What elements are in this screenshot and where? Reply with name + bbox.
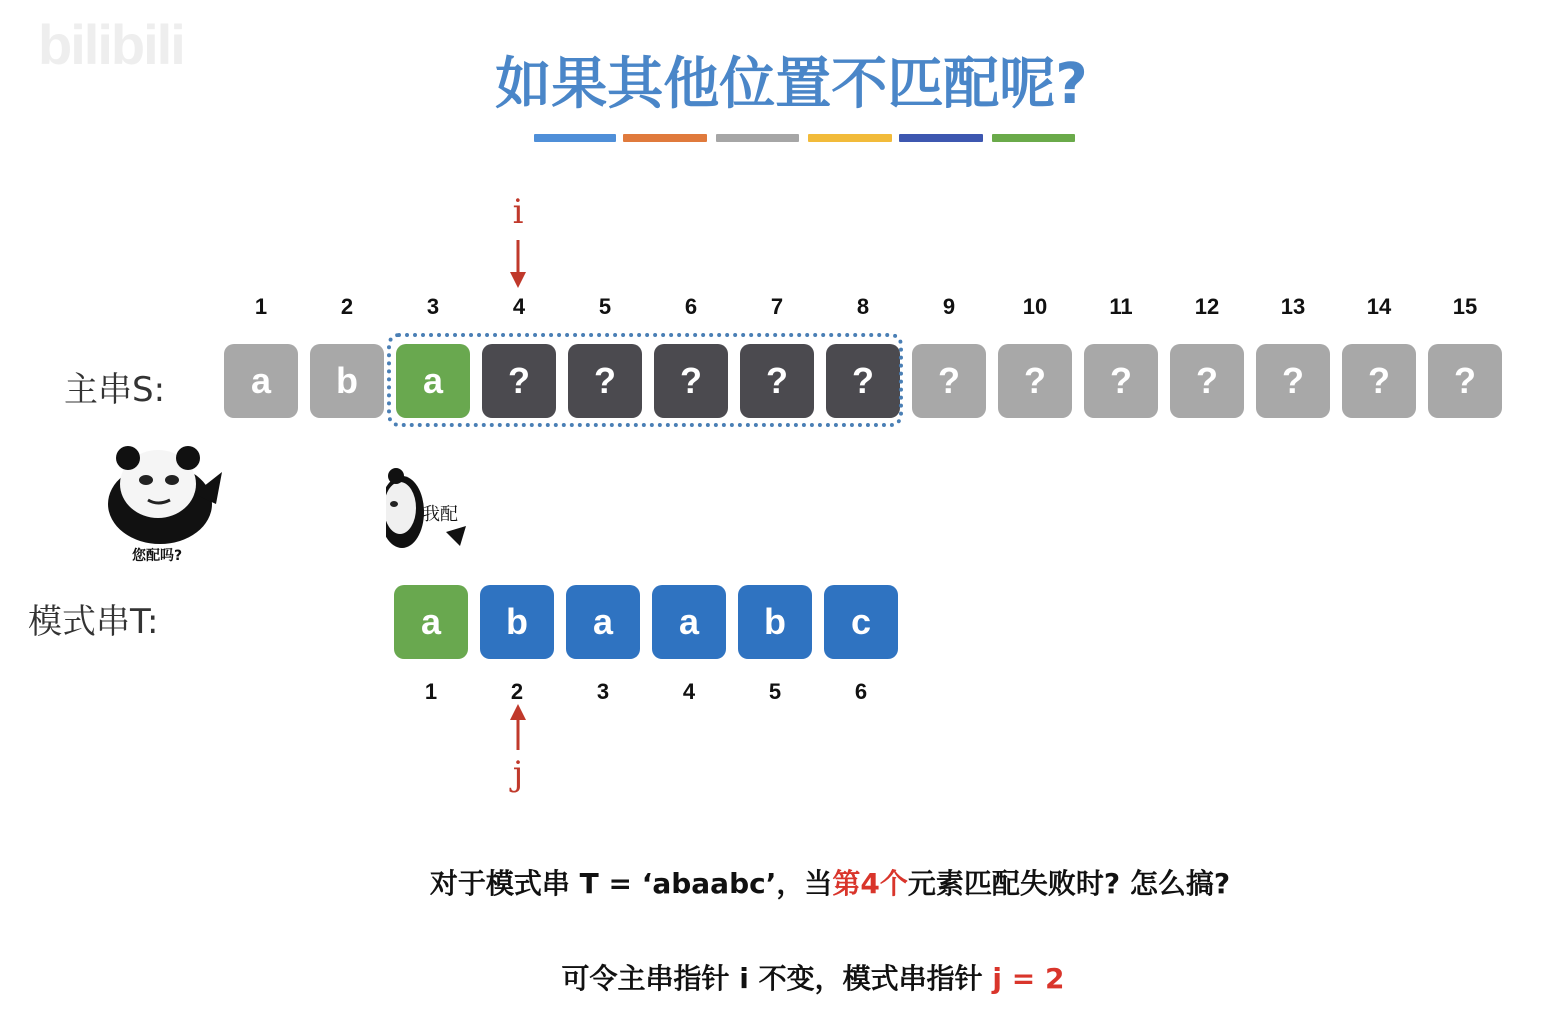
main-cell: ? <box>654 344 728 418</box>
pattern-index: 1 <box>424 679 438 704</box>
main-cell: ? <box>568 344 642 418</box>
page-title: 如果其他位置不匹配呢? <box>495 52 1088 117</box>
main-index: 11 <box>1109 294 1133 319</box>
main-index: 14 <box>1366 294 1392 319</box>
main-cell: ? <box>1170 344 1244 418</box>
main-index: 8 <box>856 294 870 319</box>
main-index: 15 <box>1452 294 1478 319</box>
pointer-i-arrow <box>508 240 528 290</box>
main-index: 12 <box>1194 294 1220 319</box>
pointer-i-label: i <box>512 192 524 232</box>
pattern-index: 3 <box>596 679 610 704</box>
main-cell: a <box>224 344 298 418</box>
caption-answer-pre: 可令主串指针 i 不变，模式串指针 <box>561 962 993 995</box>
caption-question <box>0 862 1547 902</box>
caption-question-post: 元素匹配失败时? 怎么搞? <box>907 867 1231 900</box>
main-index: 13 <box>1280 294 1306 319</box>
caption-answer <box>0 957 1547 997</box>
main-index: 7 <box>770 294 784 319</box>
main-cell: ? <box>1342 344 1416 418</box>
main-cell: a <box>396 344 470 418</box>
main-cell: ? <box>740 344 814 418</box>
panda-meme-left <box>98 444 226 548</box>
pattern-cell: a <box>566 585 640 659</box>
main-cell: ? <box>482 344 556 418</box>
color-bar-blue <box>534 134 616 142</box>
main-string-label: 主串S: <box>64 370 166 410</box>
caption-question-highlight: 第4个 <box>832 867 908 900</box>
pattern-cell: b <box>480 585 554 659</box>
pointer-j-arrow <box>508 704 528 752</box>
main-index: 5 <box>598 294 612 319</box>
main-index: 1 <box>254 294 268 319</box>
comparison-window <box>387 333 903 427</box>
pointer-j-label: j <box>512 754 524 794</box>
pattern-cell: c <box>824 585 898 659</box>
caption-question-pre: 对于模式串 T = ‘abaabc’，当 <box>429 867 833 900</box>
color-bar-gray <box>716 134 799 142</box>
pattern-index: 5 <box>768 679 782 704</box>
color-bar-yellow <box>808 134 892 142</box>
color-bar-navy <box>899 134 983 142</box>
main-index: 9 <box>942 294 956 319</box>
caption-answer-highlight: j = 2 <box>992 962 1065 995</box>
main-index: 4 <box>512 294 526 319</box>
main-index: 3 <box>426 294 440 319</box>
pattern-index: 6 <box>854 679 868 704</box>
main-cell: ? <box>912 344 986 418</box>
main-index: 10 <box>1022 294 1048 319</box>
pattern-index: 4 <box>682 679 696 704</box>
main-cell: ? <box>1256 344 1330 418</box>
pattern-string-label: 模式串T: <box>28 602 159 642</box>
bilibili-watermark: bilibili <box>38 13 184 76</box>
main-cell: b <box>310 344 384 418</box>
main-cell: ? <box>1084 344 1158 418</box>
main-cell: ? <box>998 344 1072 418</box>
pattern-cell: a <box>652 585 726 659</box>
main-index: 6 <box>684 294 698 319</box>
main-cell: ? <box>826 344 900 418</box>
color-bar-orange <box>623 134 707 142</box>
meme-left-caption: 您配吗? <box>132 548 183 564</box>
pattern-cell: a <box>394 585 468 659</box>
color-bar-green <box>992 134 1075 142</box>
pattern-index: 2 <box>510 679 524 704</box>
main-index: 2 <box>340 294 354 319</box>
main-cell: ? <box>1428 344 1502 418</box>
pattern-cell: b <box>738 585 812 659</box>
meme-right-caption: 我配 <box>422 504 458 525</box>
